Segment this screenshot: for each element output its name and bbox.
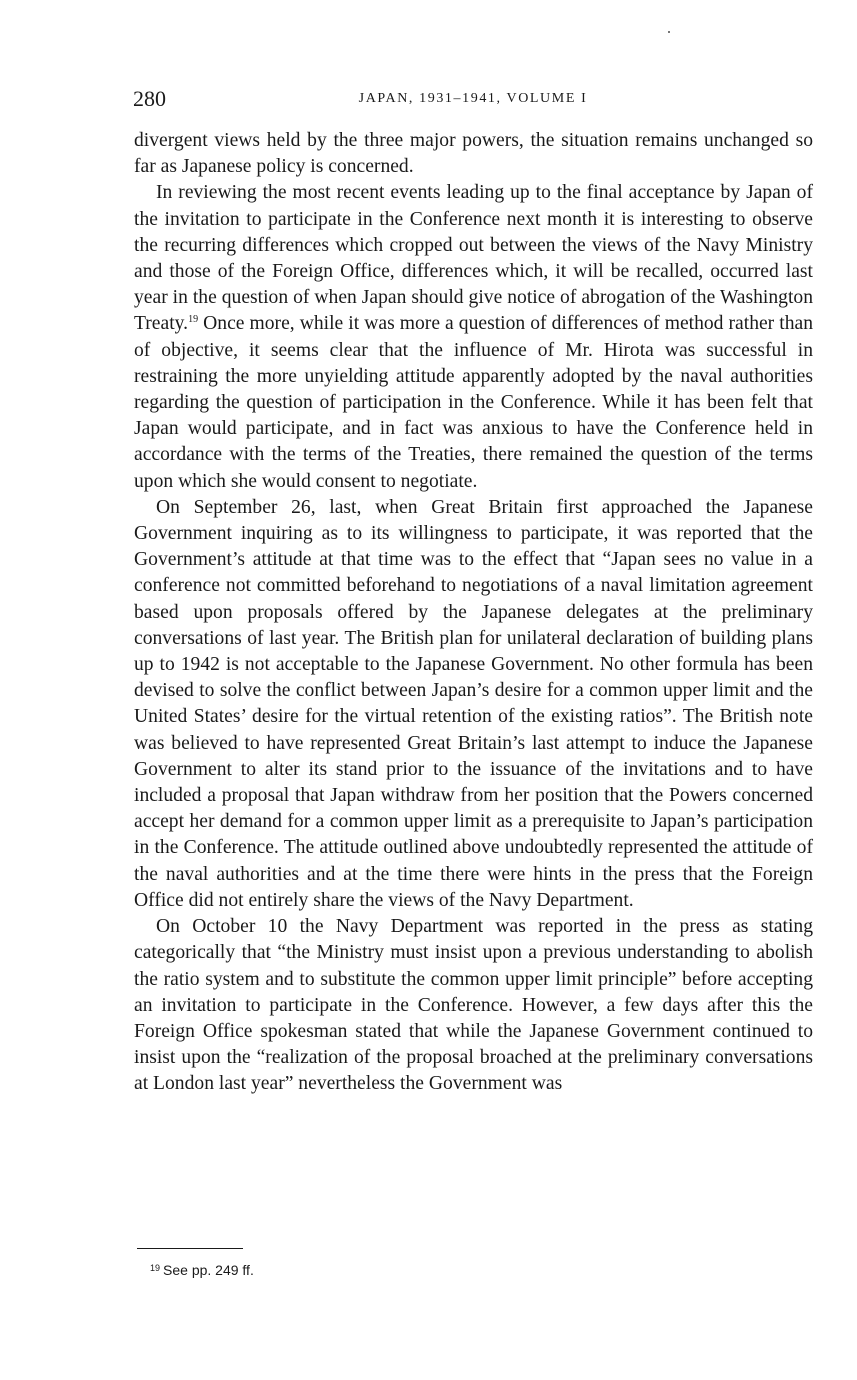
running-head: JAPAN, 1931–1941, VOLUME I [358,91,588,106]
body-text [134,128,813,1098]
paragraph-3: On September 26, last, when Great Britain first approached the Japanese Government inquiring as to its willingness to participate, it was reported that the Government’s attitude at that time was to the effect that “Japan sees no value in a conference not committed beforehand to negotiations of a naval limitation agreement based upon proposals offered by the Japanese delegates at the preliminary conversations of last year. The British plan for unilateral declaration of building plans up to 1942 is not acceptable to the Japanese Government. No other formula has been devised to solve the conflict between Japan’s desire for a common upper limit and the United States’ desire for the virtual retention of the existing ratios”. The British note was believed to have represented Great Britain’s last attempt to induce the Japanese Government to alter its stand prior to the issuance of the invitations and to have included a proposal that Japan withdraw from her position that the Powers concerned accept her demand for a common upper limit as a prerequisite to Japan’s participation in the Conference. The attitude outlined above undoubtedly represented the attitude of the naval authorities and at the time there were hints in the press that the Foreign Office did not entirely share the views of the Navy Department. [134,496,813,911]
footnote-divider [137,1248,243,1249]
page-number: 280 [133,86,166,111]
paragraph-1: divergent views held by the three major powers, the situation remains unchanged so far as Japanese policy is concerned. [134,130,813,178]
page-header [133,86,813,116]
footnote-reference: 19 [188,314,199,326]
paragraph-2-text-b: Once more, while it was more a question of differences of method rather than of objective, it seems clear that the influence of Mr. Hirota was successful in restraining the more unyielding attitude apparently adopted by the naval authorities regarding the question of participation in the Conference. While it has been felt that Japan would participate, and in fact was anxious to have the Conference held in accordance with the terms of the Treaties, there remained the question of the terms upon which she would consent to negotiate. [134,313,813,492]
footnote-text: See pp. 249 ff. [163,1262,254,1278]
paragraph-4: On October 10 the Navy Department was reported in the press as stating categorically that “the Ministry must insist upon a previous understanding to abolish the ratio system and to substitute the common upper limit principle” before accepting an invitation to participate in the Conference. However, a few days after this the Foreign Office spokesman stated that while the Japanese Government continued to insist upon the “realization of the proposal broached at the preliminary conversations at London last year” nevertheless the Government was [134,916,813,1095]
paragraph-2 [134,180,813,494]
scan-speck [668,31,670,33]
footnote-marker: 19 [150,1263,161,1273]
footnote [150,1262,254,1278]
paragraph-2-text-a: In reviewing the most recent events leading up to the final acceptance by Japan of the invitation to participate in the Conference next month it is interesting to observe the recurring differences which cropped out between the views of the Navy Ministry and those of the Foreign Office, differences which, it will be recalled, occurred last year in the question of when Japan should give notice of abrogation of the Washington Treaty. [134,182,813,335]
